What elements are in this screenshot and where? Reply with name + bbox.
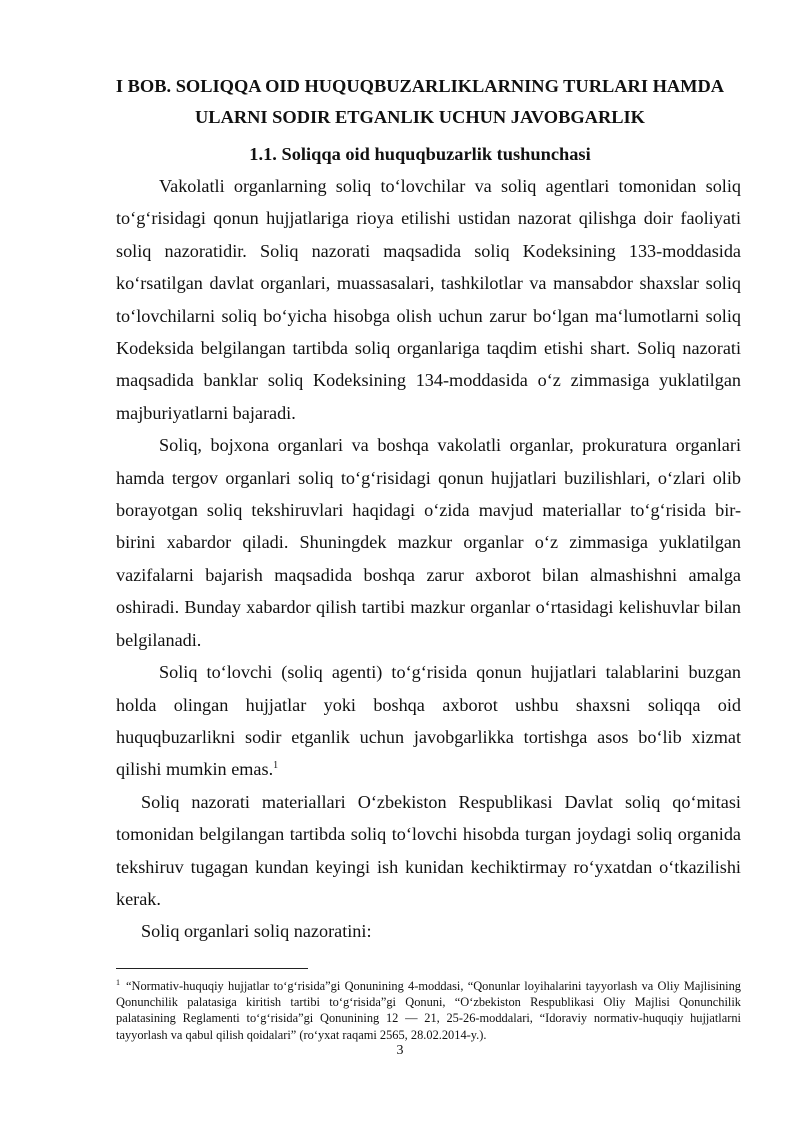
footnote-marker: 1 [116,977,120,987]
footnote [116,978,741,1043]
section-title: 1.1. Soliqqa oid huquqbuzarlik tushunchasi [249,144,591,164]
chapter-title [100,71,740,133]
chapter-title-line-2: ULARNI SODIR ETGANLIK UCHUN JAVOBGARLIK [195,107,645,127]
paragraph-1: Vakolatli organlarning soliq to‘lovchilar va soliq agentlari tomonidan soliq to‘g‘risidagi qonun hujjatlariga rioya etilishi ustidan nazorat qilishga doir faoliyati soliq nazoratidir. Soliq nazorati maqsadida soliq Kodeksining 133-moddasida ko‘rsatilgan davlat organlari, muassasalari, tashkilotlar va mansabdor shaxslar soliq to‘lovchilarni soliq bo‘yicha hisobga olish uchun zarur bo‘lgan ma‘lumotlarni soliq Kodeksida belgilangan tartibda soliq organlariga taqdim etishi shart. Soliq nazorati maqsadida banklar soliq Kodeksining 134-moddasida o‘z zimmasiga yuklatilgan majburiyatlarni bajaradi. [116,176,741,423]
paragraph-5: Soliq organlari soliq nazoratini: [141,921,372,942]
paragraph-3-text: Soliq to‘lovchi (soliq agenti) to‘g‘risida qonun hujjatlari talablarini buzgan holda olingan hujjatlar yoki boshqa axborot ushbu shaxsni soliqqa oid huquqbuzarlikni sodir etganlik uchun javobgarlikka tortishga asos bo‘lib xizmat qilishi mumkin emas. [116,662,741,780]
paragraph-4: Soliq nazorati materiallari O‘zbekiston Respublikasi Davlat soliq qo‘mitasi tomonidan belgilangan tartibda soliq to‘lovchi hisobda turgan joydagi soliq organida tekshiruv tugagan kundan keyingi ish kunidan kechiktirmay ro‘yxatdan o‘tkazilishi kerak. [116,791,741,909]
footnote-reference[interactable]: 1 [273,760,279,772]
paragraph-2: Soliq, bojxona organlari va boshqa vakolatli organlar, prokuratura organlari hamda tergov organlari soliq to‘g‘risidagi qonun hujjatlari buzilishlari, o‘zlari olib borayotgan soliq tekshiruvlari haqidagi o‘zida mavjud materiallar to‘g‘risida bir-birini xabardor qiladi. Shuningdek mazkur organlar o‘z zimmasiga yuklatilgan vazifalarni bajarish maqsadida boshqa zarur axborot bilan almashishni amalga oshiradi. Bunday xabardor qilish tartibi mazkur organlar o‘rtasidagi kelishuvlar bilan belgilanadi. [116,435,741,650]
chapter-title-line-1: I BOB. SOLIQQA OID HUQUQBUZARLIKLARNING TURLARI HAMDA [115,76,725,96]
footnote-divider [116,968,308,969]
paragraph-3 [116,656,741,786]
body-text [116,170,741,948]
page-number: 3 [396,1043,404,1058]
footnote-text: “Normativ-huquqiy hujjatlar to‘g‘risida”gi Qonunining 4-moddasi, “Qonunlar loyihalarini tayyorlash va Oliy Majlisining Qonunchilik palatasiga kiritish tartibi to‘g‘risida”gi Qonuni, “O‘zbekiston Respublikasi Oliy Majlisi Qonunchilik palatasining Reglamenti to‘g‘risida”gi Qonunining 12 — 21, 25-26-moddalari, “Idoraviy normativ-huquqiy hujjatlarni tayyorlash va qabul qilish qoidalari” (ro‘yxat raqami 2565, 28.02.2014-y.). [116,979,741,1042]
